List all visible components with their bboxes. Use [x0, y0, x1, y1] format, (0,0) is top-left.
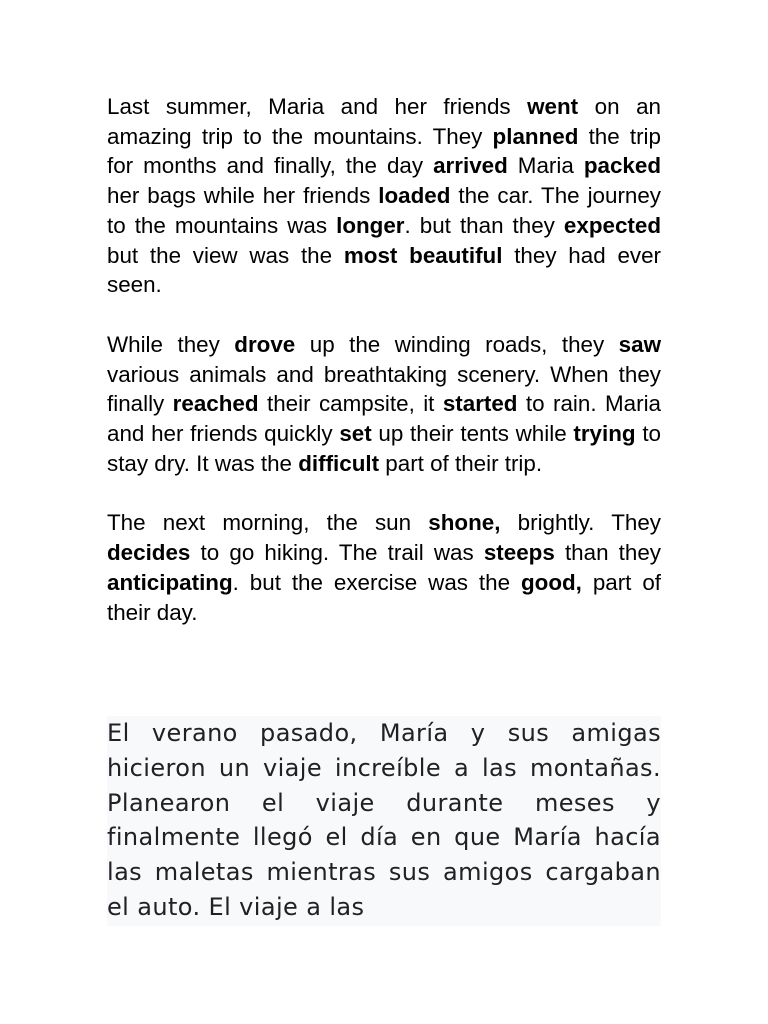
text-run: they had ever seen. — [107, 242, 661, 298]
text-run: the trip for months and finally, the day — [107, 123, 661, 179]
text-run: their campsite, it — [258, 391, 443, 417]
text-run: up their tents while — [371, 421, 574, 447]
text-run: The next morning, the sun — [107, 510, 429, 536]
bold-verb-word: trying — [573, 421, 636, 447]
text-run: the car. The journey to the mountains was — [107, 183, 662, 238]
paragraph-1 — [107, 92, 661, 300]
spanish-translation-block — [107, 716, 661, 926]
text-run: . but than they — [404, 212, 564, 238]
bold-verb-word: loaded — [378, 183, 451, 209]
text-run: to rain. Maria and her friends quickly — [107, 391, 661, 447]
bold-verb-word: expected — [563, 212, 661, 238]
text-run: Maria — [507, 153, 584, 179]
text-run: to go hiking. The trail was — [190, 540, 484, 566]
bold-verb-word: saw — [618, 331, 661, 357]
bold-verb-word: anticipating — [107, 569, 233, 595]
text-run: Last summer, Maria and her friends — [107, 94, 528, 119]
english-text-block — [107, 92, 661, 657]
paragraph-2 — [107, 330, 661, 479]
bold-verb-word: shone, — [428, 510, 501, 536]
bold-verb-word: started — [442, 391, 518, 417]
text-run: various animals and breathtaking scenery. When they finally — [107, 361, 661, 417]
bold-verb-word: set — [339, 421, 372, 447]
text-run: than they — [554, 540, 662, 566]
bold-verb-word: decides — [107, 540, 191, 566]
bold-verb-word: arrived — [433, 153, 508, 179]
spanish-translation-text: El verano pasado, María y sus amigas hicieron un viaje increíble a las montañas. Planearon el viaje durante meses y finalmente llegó el día en que María hacía las maletas mientras sus amigos cargaban el auto. El viaje a las — [107, 719, 661, 921]
paragraph-3 — [107, 508, 661, 627]
text-run: part of their trip. — [379, 450, 543, 476]
bold-verb-word: steeps — [483, 540, 555, 566]
bold-verb-word: packed — [583, 153, 661, 179]
text-run: on an amazing trip to the mountains. They — [107, 94, 661, 149]
text-run: her bags while her friends — [107, 183, 379, 209]
bold-verb-word: longer — [336, 212, 405, 238]
text-run: but the view was the — [107, 242, 344, 268]
bold-verb-word: most beautiful — [343, 242, 503, 268]
text-run: brightly. They — [500, 510, 661, 536]
text-run: to stay dry. It was the — [107, 421, 662, 476]
text-run: . but the exercise was the — [232, 569, 521, 595]
bold-verb-word: drove — [234, 331, 296, 357]
bold-verb-word: planned — [492, 123, 579, 149]
bold-verb-word: reached — [172, 391, 259, 417]
text-run: While they — [107, 331, 235, 357]
text-run: up the winding roads, they — [295, 331, 619, 357]
bold-verb-word: went — [527, 94, 579, 119]
bold-verb-word: difficult — [298, 450, 380, 476]
bold-verb-word: good, — [520, 569, 582, 595]
text-run: part of their day. — [107, 569, 661, 625]
